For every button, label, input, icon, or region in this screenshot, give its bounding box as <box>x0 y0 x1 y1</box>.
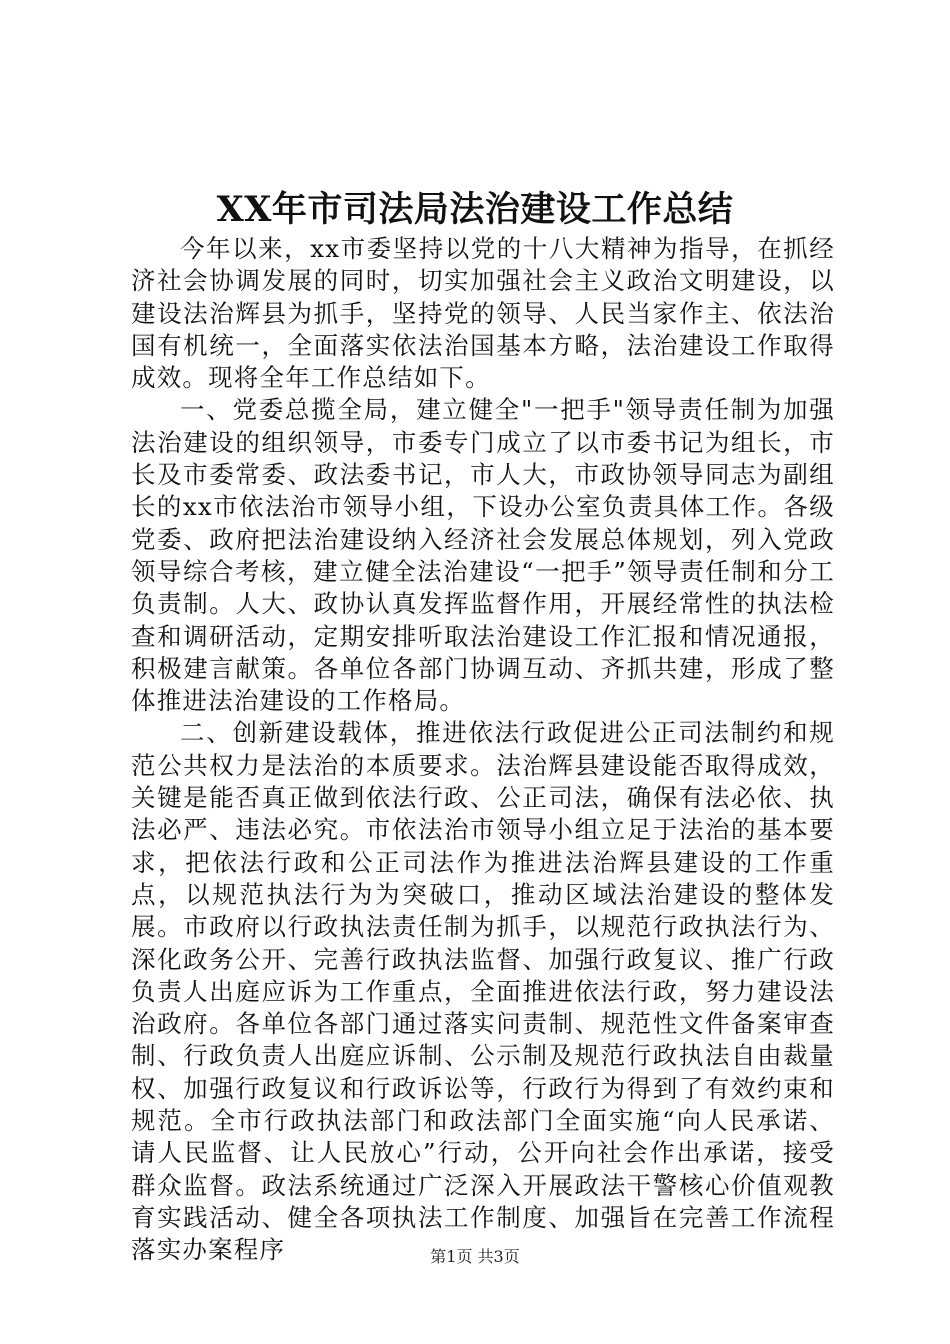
document-title: XX年市司法局法治建设工作总结 <box>216 189 734 230</box>
paragraph-intro: 今年以来，xx市委坚持以党的十八大精神为指导，在抓经济社会协调发展的同时，切实加强社会主义政治文明建设，以建设法治辉县为抓手，坚持党的领导、人民当家作主、依法治国有机统一，全面落实依法治国基本方略，法治建设工作取得成效。现将全年工作总结如下。 <box>131 234 835 393</box>
page-footer: 第1页 共3页 <box>430 1247 520 1266</box>
paragraph-section-2: 二、创新建设载体，推进依法行政促进公正司法制约和规范公共权力是法治的本质要求。法治辉县建设能否取得成效，关键是能否真正做到依法行政、公正司法，确保有法必依、执法必严、违法必究。市依法治市领导小组立足于法治的基本要求，把依法行政和公正司法作为推进法治辉县建设的工作重点，以规范执法行为为突破口，推动区域法治建设的整体发展。市政府以行政执法责任制为抓手，以规范行政执法行为、深化政务公开、完善行政执法监督、加强行政复议、推广行政负责人出庭应诉为工作重点，全面推进依法行政，努力建设法治政府。各单位各部门通过落实问责制、规范性文件备案审查制、行政负责人出庭应诉制、公示制及规范行政执法自由裁量权、加强行政复议和行政诉讼等，行政行为得到了有效约束和规范。全市行政执法部门和政法部门全面实施“向人民承诺、请人民监督、让人民放心”行动，公开向社会作出承诺，接受群众监督。政法系统通过广泛深入开展政法干警核心价值观教育实践活动、健全各项执法工作制度、加强旨在完善工作流程落实办案程序 <box>131 718 835 1265</box>
document-body <box>131 233 835 1267</box>
paragraph-section-1: 一、党委总揽全局，建立健全"一把手"领导责任制为加强法治建设的组织领导，市委专门成立了以市委书记为组长，市长及市委常委、政法委书记，市人大，市政协领导同志为副组长的xx市依法治市领导小组，下设办公室负责具体工作。各级党委、政府把法治建设纳入经济社会发展总体规划，列入党政领导综合考核，建立健全法治建设“一把手”领导责任制和分工负责制。人大、政协认真发挥监督作用，开展经常性的执法检查和调研活动，定期安排听取法治建设工作汇报和情况通报，积极建言献策。各单位各部门协调互动、齐抓共建，形成了整体推进法治建设的工作格局。 <box>131 395 835 716</box>
